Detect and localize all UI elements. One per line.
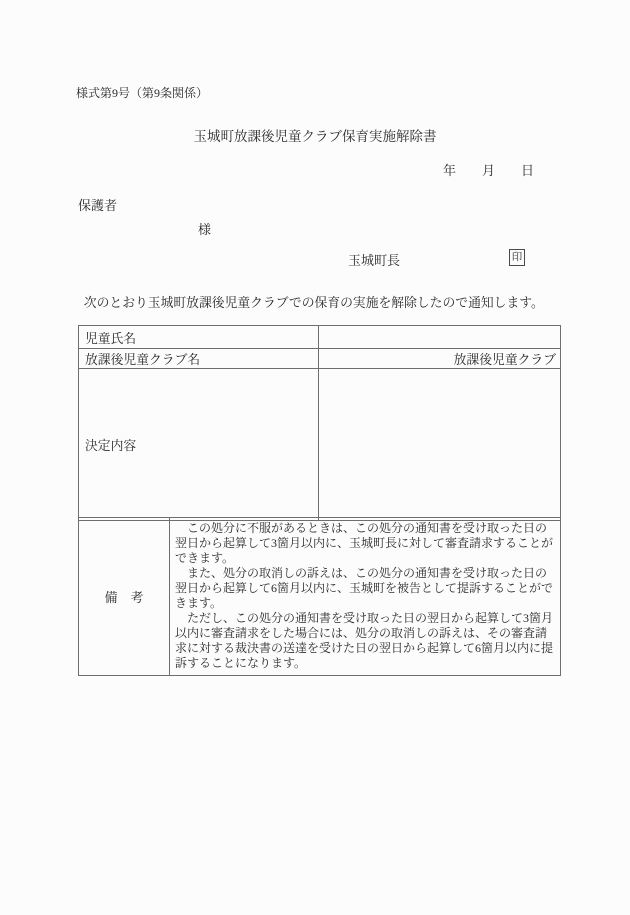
child-name-value [319,326,561,349]
table-row [79,349,561,369]
date-line: 年 月 日 [443,163,535,178]
remarks-line: また、処分の取消しの訴えは、この処分の通知書を受け取った日の [175,566,548,580]
remarks-label: 備 考 [79,518,170,676]
form-table-upper [78,325,561,521]
guardian-label: 保護者 [78,198,118,213]
remarks-line: ただし、この処分の通知書を受け取った日の翌日から起算して3箇月 [175,611,554,625]
honorific-label: 様 [198,222,212,237]
notice-sentence: 次のとおり玉城町放課後児童クラブでの保育の実施を解除したので通知します。 [71,296,544,310]
remarks-line: 以内に審査請求をした場合には、処分の取消しの訴えは、その審査請 [175,626,548,640]
form-table-remarks [78,517,561,676]
table-row [79,326,561,349]
form-number: 様式第9号（第9条関係） [76,86,209,100]
remarks-line: 翌日から起算して6箇月以内に、玉城町を被告として提訴することがで [175,581,554,595]
remarks-line: 求に対する裁決書の送達を受けた日の翌日から起算して6箇月以内に提 [175,641,554,655]
remarks-line: この処分に不服があるときは、この処分の通知書を受け取った日の [175,521,548,535]
club-name-label: 放課後児童クラブ名 [79,349,319,369]
seal-mark: 印 [509,249,525,266]
remarks-line: 翌日から起算して3箇月以内に、玉城町長に対して審査請求することが [175,536,554,550]
table-row [79,369,561,521]
remarks-line: きます。 [175,596,223,610]
table-row [79,518,561,676]
child-name-label: 児童氏名 [79,326,319,349]
mayor-label: 玉城町長 [348,253,401,268]
decision-content-label: 決定内容 [79,369,319,521]
club-name-value: 放課後児童クラブ [319,349,561,369]
remarks-line: できます。 [175,551,235,565]
decision-content-value [319,369,561,521]
remarks-text [170,518,561,676]
document-title: 玉城町放課後児童クラブ保育実施解除書 [193,129,437,144]
remarks-line: 訴することになります。 [175,656,307,670]
